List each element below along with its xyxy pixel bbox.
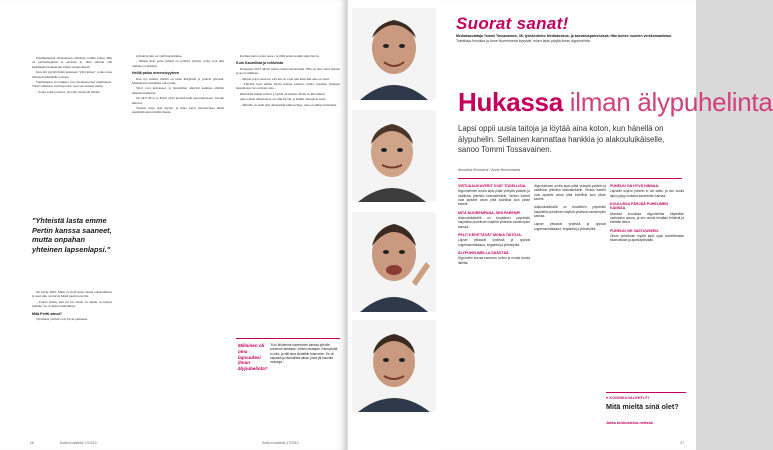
tip-item	[458, 184, 530, 207]
pull-quote-text: "Yhteistä lasta emme Pertin kanssa saaneet, mutta onpahan yhteinen lapsenlapsi."	[32, 216, 112, 254]
section-intro-rest: Toimittaja Annukka ja Anne Nummiranta kysyivät, miten lapsi pärjää ilman älypuhelinta.	[456, 38, 591, 43]
paragraph: – Minun pojat sanoivat, että äiti on vaan niin kuin hän aina on ollut.	[240, 76, 330, 81]
answer-text: "Kun lähdimme kavereiden kanssa pihoille, sovimme tarkkaan, milloin tavataan. Kännyköitä ei ollut, ja silti aina löydettiin toisemme. Se oli vapaata ja rauhallista aikaa, josta jäi kauniita muistoja."	[270, 343, 338, 365]
paragraph: työrekrytointi on vielä harjoittelua.	[136, 54, 183, 58]
tip-body: Lapset pelaavat yhdessä ja oppivat ongelmanratkaisua, englantia ja yhteistyötä.	[534, 222, 606, 231]
paragraph: Kun nyt mietin, meillä on sama ikäryhmä ja ystävät yhteisiä. Muistetaan toisiamme joka joulu.	[132, 76, 224, 86]
tip-body: Lapset pelaavat yhdessä ja oppivat ongelmanratkaisua, englantia ja yhteistyötä.	[458, 238, 530, 247]
article-column-3	[236, 54, 340, 332]
page-number-left: 26	[30, 441, 34, 445]
paragraph: Vastaus tulee ajan myötä, ja mies sanoi rakastavansa häntä enemmän kuin mitään muuta.	[132, 106, 224, 115]
paragraph: Vanhempien arvostukset ovat huomattavasti muuttuneet. Tässä vaiheessa vain lapsi itse osaa sen tarkasti tietää.	[32, 80, 112, 89]
tip-item	[610, 184, 684, 198]
portrait-photo	[352, 8, 436, 100]
portrait-strip	[348, 0, 440, 450]
article-headline	[458, 88, 773, 116]
tip-title: ÄLYPUHELIMELLA SÄÄSTÄÄ.	[458, 251, 510, 256]
web-promo-title: Mitä mieltä sinä olet?	[606, 402, 679, 411]
paragraph: Aika ennen nimenantoa on ollut hyvää, ja kaikki rakastavat lasta.	[240, 97, 326, 102]
question-box	[236, 338, 340, 431]
byline: Annukka Kivimiemi / Anne Nummiranta	[458, 168, 521, 172]
tip-item	[534, 205, 606, 218]
right-page	[348, 0, 773, 450]
portrait-photo	[352, 212, 436, 312]
paragraph: – Minulla on enää yksi aikaisempi kihlasormus, joka on jäänyt muistoksi.	[240, 102, 338, 107]
paragraph: – Minun ihan paras juttuni on tyttären tyttäret, jotka ovat niin rakkaita ja tärkeitä.	[132, 59, 224, 68]
headline-bold: Hukassa	[458, 87, 563, 117]
left-page	[0, 0, 346, 450]
portrait-photo	[352, 110, 436, 202]
magazine-folio-left: Kotiin Kuvalehti 17/2013	[60, 441, 97, 445]
paragraph: Ristiäisiin kaikki tulivat, ja juhla oli kaunis. Marit on kiitollinen.	[240, 91, 326, 96]
article-column-2	[132, 54, 224, 436]
tip-title: VIRTUAALIKAVERIT OVAT TODELLISIA.	[458, 184, 527, 188]
tips-column-3	[610, 184, 684, 388]
web-promo-subtitle: Jatka keskustelua netissä.	[606, 421, 654, 425]
tip-body: Monissa kouluissa älypuhelinta käytetään opetuksen apuna, ja sen avulla tehdään tehtäviä ja etsitään tietoa.	[610, 211, 684, 225]
paragraph: Kun äiti pyytää häntä kanssaan "yhtä juttua", poika ottaa tilanteen mielellään vastaan.	[32, 70, 112, 79]
tip-item	[610, 202, 684, 225]
paragraph: Kolmas kerta toden sanoo, ja tällä kertaa kaikki sujui hyvin.	[240, 54, 320, 58]
headline-light: ilman älypuhelinta	[562, 87, 773, 117]
paragraph: – Uskon siihen, että jos tuo tunne on oikein, se kantaa pitkälle. Se on kuin kotiutumista.	[32, 299, 112, 309]
article-column-1b	[32, 290, 112, 436]
magazine-folio-center: Kotiin Kuvalehti 17/2013	[262, 441, 299, 445]
tip-body: Älypuhelin korvaa kameran, kellon ja monta muuta laitetta.	[458, 256, 530, 265]
section-title: Suorat sanat!	[456, 14, 569, 33]
tip-body: Alakouluikäisellä on turvallinen ympäristö harjoitella puhelimen käyttöä yhdessä vanhempien kanssa.	[458, 216, 530, 229]
tip-body: Älypuhelimen avulla lapsi pitää yhteyttä ystäviin ja osallistuu yhteisiin keskusteluihin. Verkon kaverit ovat lapselle aivan yhtä todellisia kuin pihan kaverit.	[458, 189, 530, 207]
tips-column-1	[458, 184, 530, 432]
tip-item	[458, 211, 530, 229]
web-url-text: KODINKUVALEHTI.FI	[609, 396, 650, 400]
portrait-photo	[352, 320, 436, 412]
tip-item	[458, 251, 530, 265]
tip-body: Alakouluikäisellä on turvallinen ympäristö harjoitella puhelimen käyttöä yhdessä vanhempien kanssa.	[534, 205, 606, 219]
tips-column-2	[534, 184, 609, 432]
tip-title: MITÄ NUOREMPANA, SEN PAREMPI.	[458, 210, 522, 215]
tip-item	[610, 229, 684, 243]
web-url[interactable]	[606, 396, 649, 400]
page-number-right: 27	[680, 441, 684, 445]
tip-item	[534, 184, 606, 201]
tip-title: PUHELIN VIE VASTUUSEEN.	[610, 228, 659, 233]
section-intro-bold: Mediakasvattaja Tommi Tossavainen, 36, työskentelee Mediakeskus- ja kasvatuspalveluissa. Hän tuntee nuorten verkkomaailman.	[456, 34, 672, 38]
web-promo-box[interactable]	[606, 392, 686, 431]
paragraph: – Yhteistä lasta emme Pertin kanssa saaneet, mutta onpahan yhteinen lapsenlapsi. Se on ihana asia.	[236, 82, 340, 91]
tip-body: Älypuhelimen avulla lapsi pitää yhteyttä ystäviin ja osallistuu yhteisiin keskusteluihin. Verkon kaverit ovat lapselle aivan yhtä todellisia kuin pihan kaverit.	[534, 184, 606, 202]
section-intro	[456, 34, 676, 43]
subheading: Mitä Pertti sanoi?	[32, 311, 62, 316]
tip-body: Oman puhelimen myötä lapsi oppii huolehtimaan tavaroistaan ja ajankäytöstään.	[610, 234, 684, 243]
pull-quote	[32, 216, 112, 254]
tip-title: KOULUSSA PÄRJÄÄ PUHELIMEN KANSSA.	[610, 202, 668, 211]
paragraph: Tytöilleen ystävät ovat hyvin puhuneet.	[36, 317, 89, 322]
paragraph: Elokuussa 2013 Marit toistaa nimeä mielessään. Hän on aina ollut iloinen ja suora ihminen.	[236, 66, 340, 76]
divider	[458, 178, 682, 179]
tip-item	[458, 233, 530, 247]
paragraph: – Poika soitti ja kertoi, että äiti, tiesin tää silloin!	[36, 89, 101, 94]
article-column-1	[32, 56, 112, 210]
tip-item	[534, 222, 606, 231]
paragraph: Ensimmäisenä salaisuuteen vihkittyä vanhin poika. Hän on parikymppinen ja aavistaa jo, mitä suuttuu olla kymmenen kuukauden välein tasapuolisesti.	[32, 56, 112, 69]
paragraph: Tytöt ovat kasvaneet, ja molemmat näkyvät kaikissa elämän tärkeissä hetkissä.	[132, 86, 224, 95]
heart-icon: ♥	[606, 396, 609, 400]
article-deck: Lapsi oppii uusia taitoja ja löytää aina koton, kun hänellä on älypuhelin. Sellainen kannattaa hankkia jo alakouluikäiselle, sanoo Tommi Tossavainen.	[458, 124, 665, 155]
subheading: Kuin Kaunilista ja rohkeista	[236, 61, 284, 66]
tip-body: Lapselle sopiva puhelin ei ole kallis, ja sen avulla lapsi pysyy mukana kavereiden kanssa.	[610, 189, 684, 198]
question-text: Millainen oli oma lapsuutesi ilman älypuhelinta?	[238, 343, 268, 372]
paragraph: On talvi 2012, ja Marit vietti kevättä kuin nuoruudessaan. Vuodet kuluvat.	[132, 96, 224, 105]
tip-title: PELIT KEHITTÄVÄT MONIA TAITOJA.	[458, 233, 522, 238]
subheading: Heillä paluu menneisyyteen	[132, 71, 180, 76]
paragraph: On kevät 2003. Marit ei vielä tiedä, mutta rakastuminen ja uusi alku odottavat häntä kesän korvalla.	[32, 290, 112, 299]
tip-title: PUHELIN ON HYVÄ HINNAA.	[610, 184, 660, 188]
